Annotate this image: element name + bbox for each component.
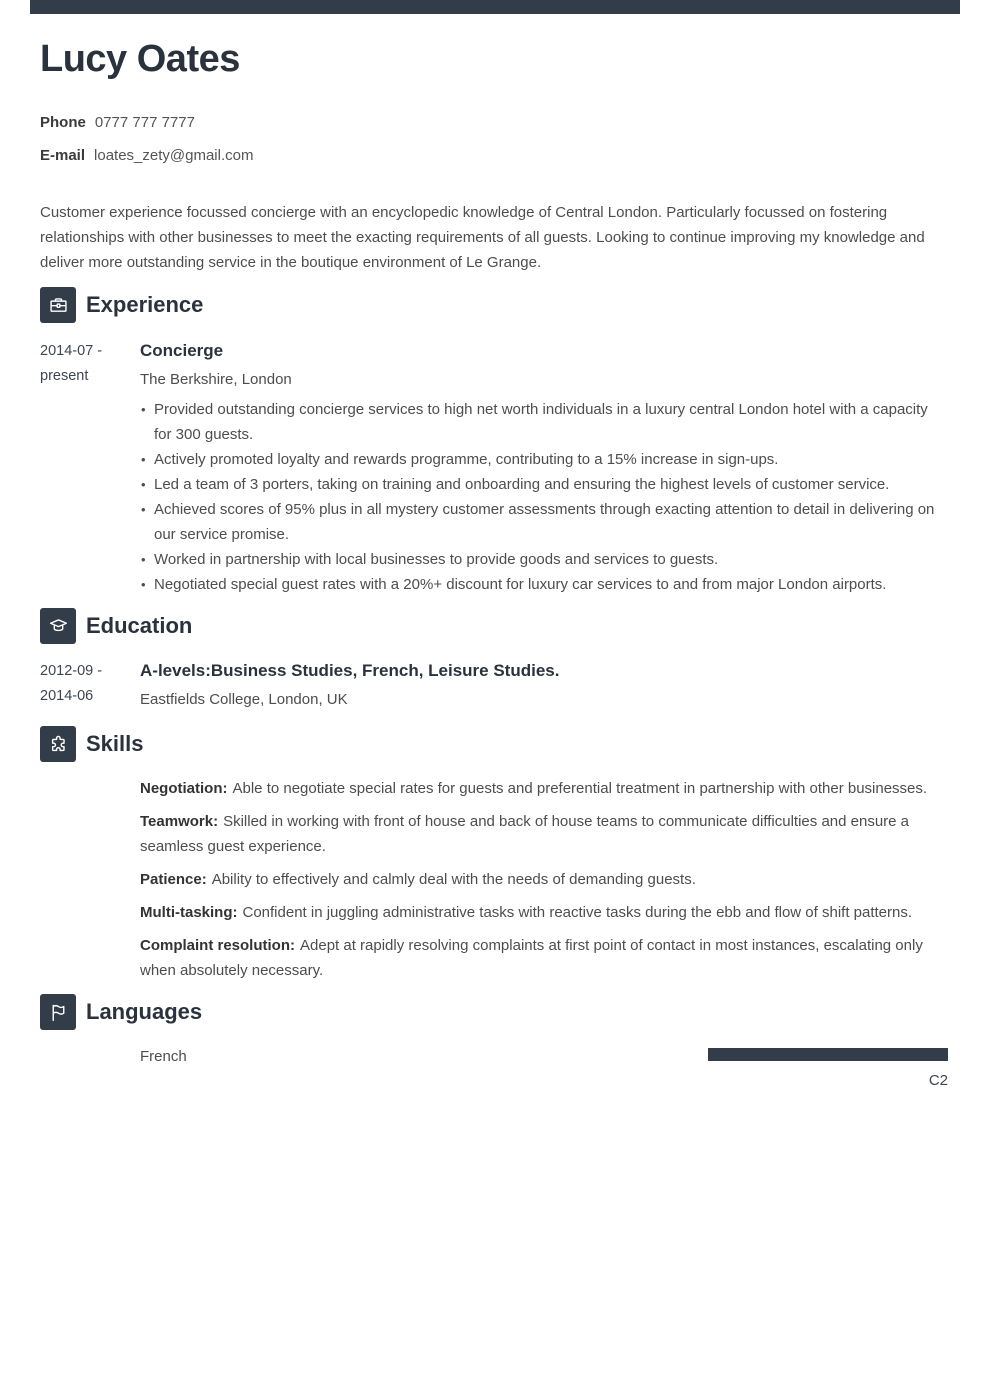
job-bullet: • Provided outstanding concierge services to high net worth individuals in a luxury central London hotel with a capacity for 300 guests.	[140, 397, 948, 447]
skills-section-title: Skills	[86, 731, 144, 756]
job-bullet: • Negotiated special guest rates with a 20%+ discount for luxury car services to and from major London airports.	[140, 572, 948, 597]
language-meter	[708, 1044, 948, 1091]
education-entry	[40, 659, 948, 711]
language-name: French	[140, 1048, 187, 1065]
education-section-header	[40, 608, 948, 644]
email-row	[40, 146, 948, 165]
skill-text: Able to negotiate special rates for guests and preferential treatment in partnership with other businesses.	[232, 780, 928, 797]
person-name: Lucy Oates	[40, 38, 240, 80]
job-title: Concierge	[140, 341, 224, 360]
flag-icon	[40, 994, 76, 1030]
skill-item	[140, 933, 948, 983]
phone-value: 0777 777 7777	[94, 114, 195, 131]
skill-text: Confident in juggling administrative tasks with reactive tasks during the ebb and flow of shift patterns.	[242, 904, 913, 921]
job-bullet: • Actively promoted loyalty and rewards programme, contributing to a 15% increase in sign-ups.	[140, 447, 948, 472]
job-bullet: • Worked in partnership with local businesses to provide goods and services to guests.	[140, 547, 948, 572]
email-label: E-mail	[40, 147, 86, 164]
top-accent-bar	[30, 0, 960, 14]
job-bullet: • Achieved scores of 95% plus in all mystery customer assessments through exacting attention to detail in delivering on our service promise.	[140, 497, 948, 547]
education-content	[140, 659, 948, 711]
experience-date-to: present	[40, 368, 89, 384]
skills-section-header	[40, 726, 948, 762]
degree-title: A-levels:Business Studies, French, Leisure Studies.	[140, 661, 560, 680]
experience-content	[140, 339, 948, 597]
contact-block	[40, 113, 948, 165]
language-bar-fill	[708, 1048, 948, 1061]
language-level-label: C2	[928, 1072, 948, 1089]
skill-text: Skilled in working with front of house and back of house teams to communicate difficulties and ensure a seamless guest experience.	[140, 813, 910, 855]
skill-item	[140, 867, 948, 892]
skill-label: Multi-tasking:	[140, 904, 238, 921]
languages-section-header	[40, 994, 948, 1030]
education-dates	[40, 659, 140, 711]
languages-section-title: Languages	[86, 999, 203, 1024]
skill-label: Complaint resolution:	[140, 937, 295, 954]
skill-label: Patience:	[140, 871, 207, 888]
language-bar-track	[708, 1048, 948, 1061]
experience-section-title: Experience	[86, 292, 204, 317]
language-row	[140, 1044, 948, 1091]
puzzle-piece-icon	[40, 726, 76, 762]
skill-label: Teamwork:	[140, 813, 219, 830]
education-date-from: 2012-09 -	[40, 663, 103, 679]
briefcase-icon	[40, 287, 76, 323]
experience-date-from: 2014-07 -	[40, 343, 103, 359]
skill-text: Adept at rapidly resolving complaints at first point of contact in most instances, escalating only when absolutely necessary.	[140, 937, 923, 979]
job-bullet: • Led a team of 3 porters, taking on training and onboarding and ensuring the highest levels of customer service.	[140, 472, 948, 497]
skill-item	[140, 776, 948, 801]
education-section-title: Education	[86, 613, 193, 638]
skill-item	[140, 900, 948, 925]
skills-list	[140, 776, 948, 983]
skill-text: Ability to effectively and calmly deal with the needs of demanding guests.	[211, 871, 696, 888]
phone-label: Phone	[40, 114, 86, 131]
graduation-cap-icon	[40, 608, 76, 644]
experience-dates	[40, 339, 140, 597]
job-company: The Berkshire, London	[140, 371, 292, 388]
education-date-to: 2014-06	[40, 688, 94, 704]
summary-paragraph: Customer experience focussed concierge with an encyclopedic knowledge of Central London. Particularly focussed on fostering relationships with other businesses to meet the exacting requirements of all guests. Looking to continue improving my knowledge and deliver more outstanding service in the boutique environment of Le Grange.	[40, 204, 925, 271]
job-bullet-list	[140, 397, 948, 597]
experience-entry	[40, 339, 948, 597]
email-value: loates_zety@gmail.com	[94, 147, 254, 164]
school-name: Eastfields College, London, UK	[140, 691, 348, 708]
skill-label: Negotiation:	[140, 780, 228, 797]
skill-item	[140, 809, 948, 859]
phone-row	[40, 113, 948, 132]
experience-section-header	[40, 287, 948, 323]
